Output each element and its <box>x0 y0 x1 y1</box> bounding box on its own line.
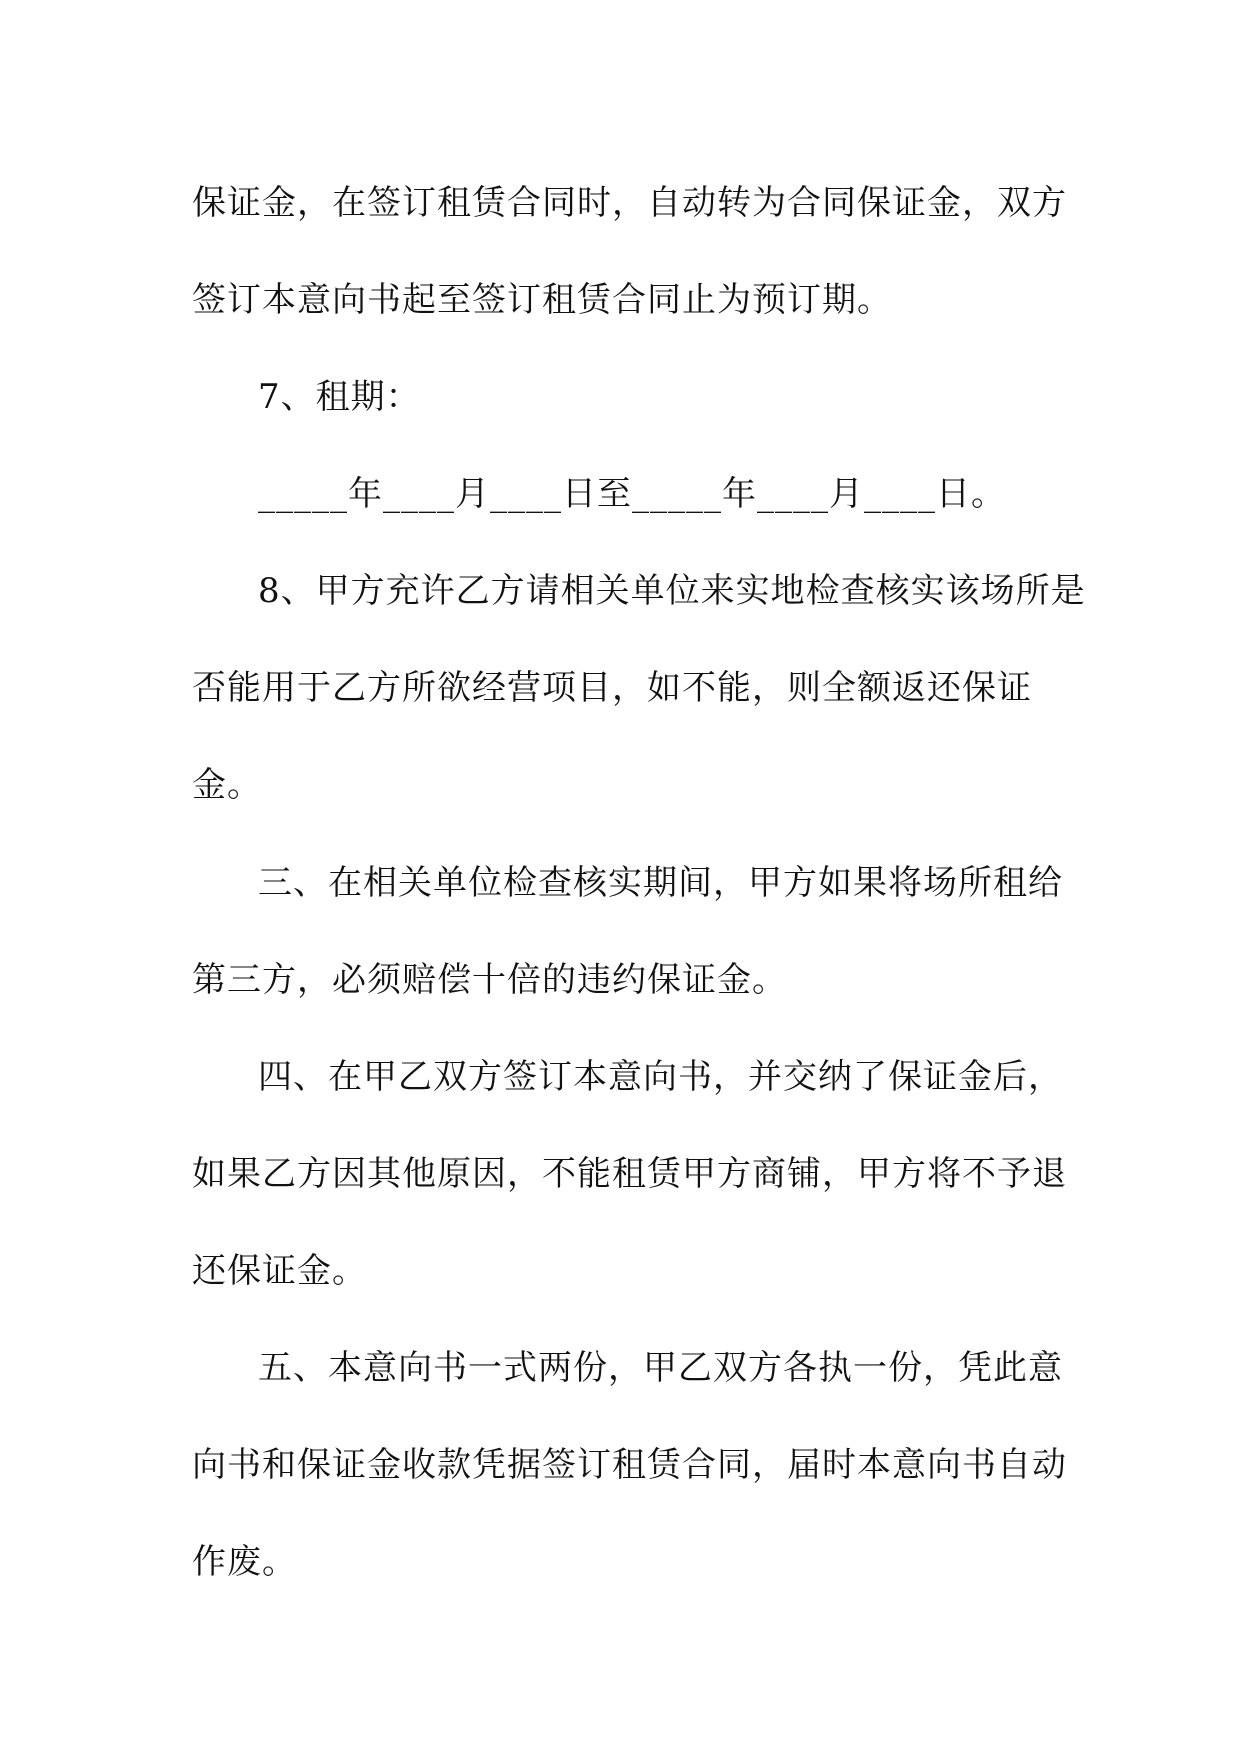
paragraph-line: 五、本意向书一式两份，甲乙双方各执一份，凭此意 <box>258 1348 1063 1388</box>
paragraph-line: 如果乙方因其他原因，不能租赁甲方商铺，甲方将不予退 <box>192 1154 1067 1194</box>
paragraph-line: 金。 <box>192 765 262 805</box>
paragraph-line: 还保证金。 <box>192 1251 367 1291</box>
paragraph-line: _____年____月____日至_____年____月____日。 <box>258 474 1006 514</box>
paragraph-line: 保证金，在签订租赁合同时，自动转为合同保证金，双方 <box>192 183 1067 223</box>
paragraph-line: 作废。 <box>192 1542 297 1582</box>
paragraph-line: 四、在甲乙双方签订本意向书，并交纳了保证金后， <box>258 1057 1063 1097</box>
paragraph-line: 三、在相关单位检查核实期间，甲方如果将场所租给 <box>258 863 1063 903</box>
paragraph-line: 8、甲方充许乙方请相关单位来实地检查核实该场所是 <box>258 571 1086 611</box>
paragraph-line: 否能用于乙方所欲经营项目，如不能，则全额返还保证 <box>192 668 1032 708</box>
paragraph-line: 第三方，必须赔偿十倍的违约保证金。 <box>192 960 787 1000</box>
paragraph-line: 向书和保证金收款凭据签订租赁合同，届时本意向书自动 <box>192 1445 1067 1485</box>
paragraph-line: 7、租期： <box>258 377 421 417</box>
paragraph-line: 签订本意向书起至签订租赁合同止为预订期。 <box>192 280 892 320</box>
